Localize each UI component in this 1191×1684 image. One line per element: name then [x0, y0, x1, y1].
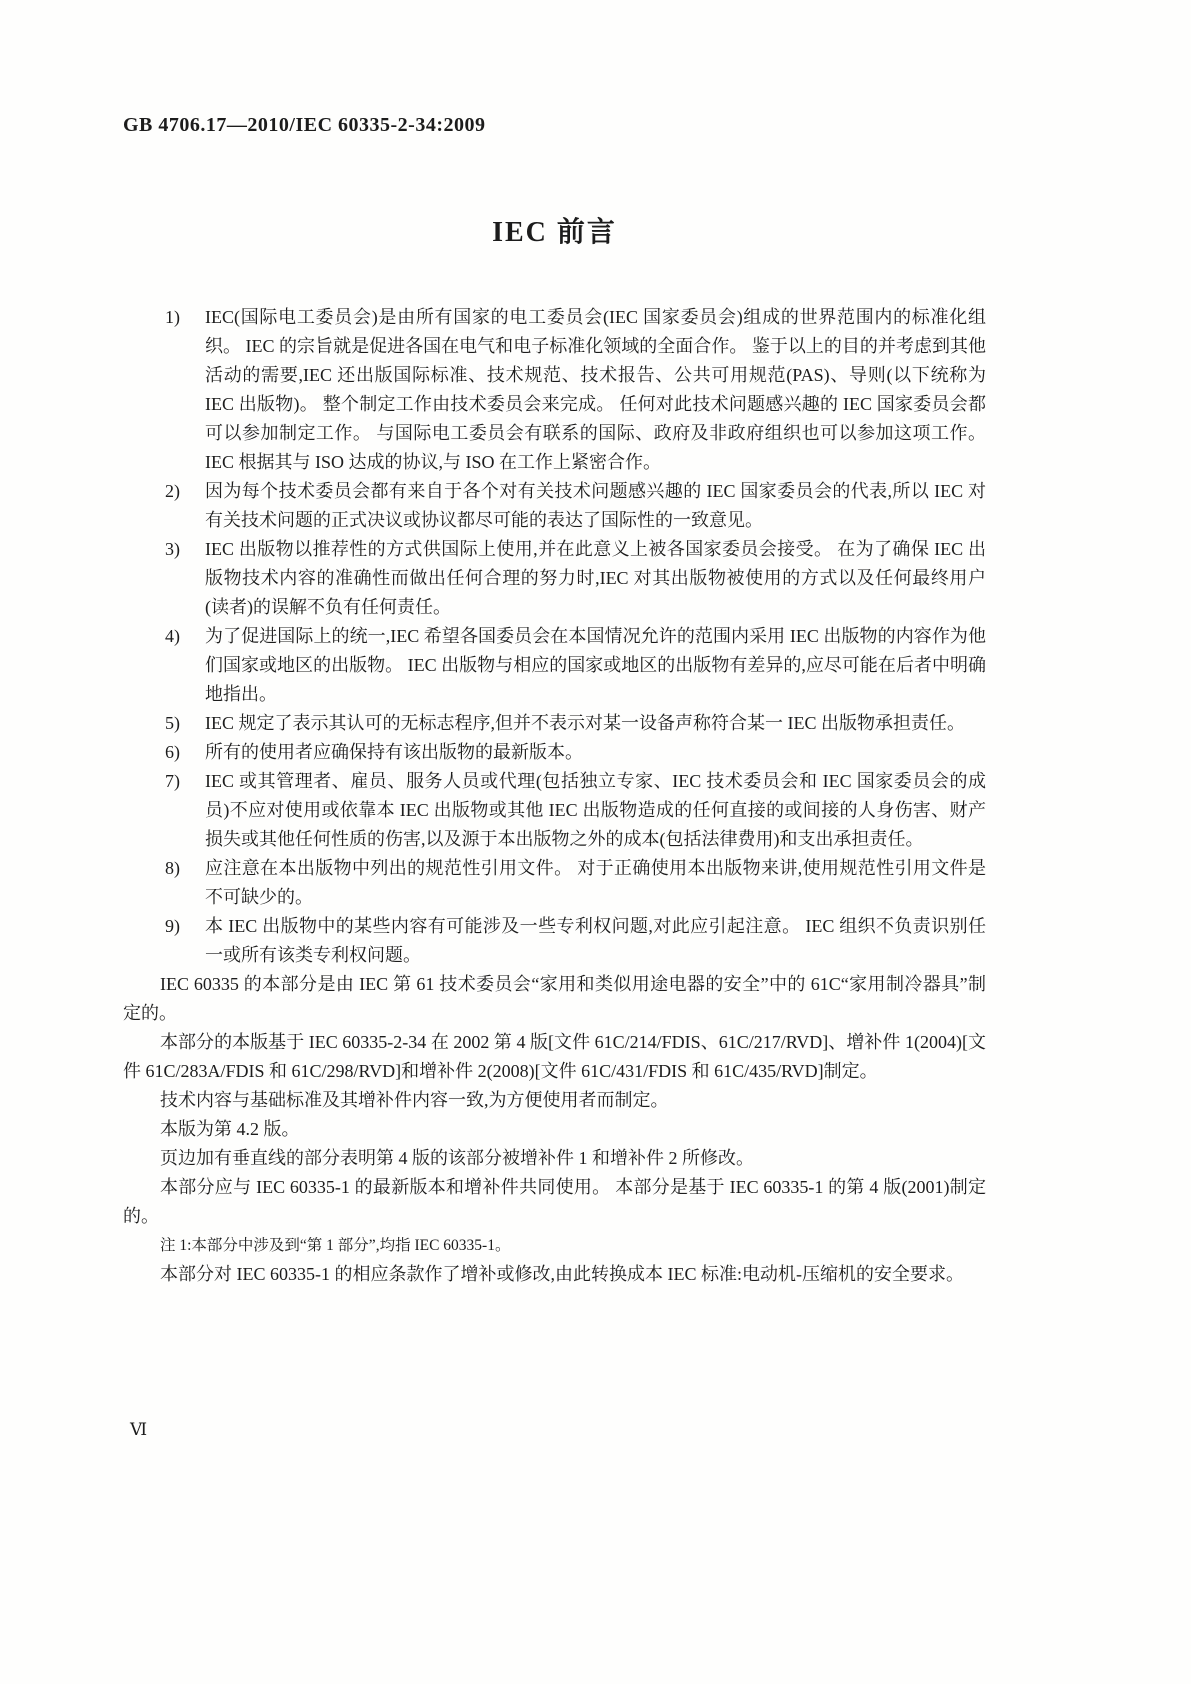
- foreword-paragraph: 本部分的本版基于 IEC 60335-2-34 在 2002 第 4 版[文件 61C/214/FDIS、61C/217/RVD]、增补件 1(2004)[文件 61C/283A/FDIS 和 61C/298/RVD]和增补件 2(2008)[文件 61C/431/FDIS 和 61C/435/RVD]制定。: [123, 1032, 986, 1081]
- item-text: IEC 或其管理者、雇员、服务人员或代理(包括独立专家、IEC 技术委员会和 IEC 国家委员会的成员)不应对使用或依靠本 IEC 出版物或其他 IEC 出版物造成的任何直接的或间接的人身伤害、财产损失或其他任何性质的伤害,以及源于本出版物之外的成本(包括法律费用)和支出承担责任。: [205, 771, 986, 849]
- foreword-item: [123, 303, 986, 477]
- item-text: IEC 出版物以推荐性的方式供国际上使用,并在此意义上被各国家委员会接受。 在为了确保 IEC 出版物技术内容的准确性而做出任何合理的努力时,IEC 对其出版物被使用的方式以及任何最终用户(读者)的误解不负有任何责任。: [205, 539, 986, 617]
- page-title: IEC 前言: [492, 217, 617, 248]
- item-text: IEC(国际电工委员会)是由所有国家的电工委员会(IEC 国家委员会)组成的世界范围内的标准化组织。 IEC 的宗旨就是促进各国在电气和电子标准化领域的全面合作。 鉴于以上的目的并考虑到其他活动的需要,IEC 还出版国际标准、技术规范、技术报告、公共可用规范(PAS)、导则(以下统称为 IEC 出版物)。 整个制定工作由技术委员会来完成。 任何对此技术问题感兴趣的 IEC 国家委员会都可以参加制定工作。 与国际电工委员会有联系的国际、政府及非政府组织也可以参加这项工作。 IEC 根据其与 ISO 达成的协议,与 ISO 在工作上紧密合作。: [205, 307, 986, 472]
- foreword-item: [123, 912, 986, 970]
- foreword-paragraph: IEC 60335 的本部分是由 IEC 第 61 技术委员会“家用和类似用途电器的安全”中的 61C“家用制冷器具”制定的。: [123, 974, 986, 1023]
- item-number: 9): [165, 916, 180, 936]
- foreword-item: [123, 535, 986, 622]
- foreword-paragraph: 本版为第 4.2 版。: [160, 1119, 300, 1139]
- item-text: 为了促进国际上的统一,IEC 希望各国委员会在本国情况允许的范围内采用 IEC 出版物的内容作为他们国家或地区的出版物。 IEC 出版物与相应的国家或地区的出版物有差异的,应尽可能在后者中明确地指出。: [205, 626, 986, 704]
- item-text: 所有的使用者应确保持有该出版物的最新版本。: [205, 742, 583, 762]
- item-text: 因为每个技术委员会都有来自于各个对有关技术问题感兴趣的 IEC 国家委员会的代表,所以 IEC 对有关技术问题的正式决议或协议都尽可能的表达了国际性的一致意见。: [205, 481, 986, 530]
- item-number: 2): [165, 481, 180, 501]
- foreword-item: [123, 709, 986, 738]
- item-number: 5): [165, 713, 180, 733]
- item-text: IEC 规定了表示其认可的无标志程序,但并不表示对某一设备声称符合某一 IEC 出版物承担责任。: [205, 713, 965, 733]
- doc-number: GB 4706.17—2010/IEC 60335-2-34:2009: [123, 114, 486, 136]
- foreword-item: [123, 738, 986, 767]
- item-text: 本 IEC 出版物中的某些内容有可能涉及一些专利权问题,对此应引起注意。 IEC 组织不负责识别任一或所有该类专利权问题。: [205, 916, 986, 965]
- item-text: 应注意在本出版物中列出的规范性引用文件。 对于正确使用本出版物来讲,使用规范性引用文件是不可缺少的。: [205, 858, 986, 907]
- foreword-paragraph: 本部分应与 IEC 60335-1 的最新版本和增补件共同使用。 本部分是基于 IEC 60335-1 的第 4 版(2001)制定的。: [123, 1177, 986, 1226]
- foreword-item: [123, 622, 986, 709]
- item-number: 7): [165, 771, 180, 791]
- foreword-item: [123, 854, 986, 912]
- item-number: 8): [165, 858, 180, 878]
- foreword-item: [123, 477, 986, 535]
- foreword-body: [123, 303, 986, 1289]
- item-number: 6): [165, 742, 180, 762]
- foreword-paragraph: 页边加有垂直线的部分表明第 4 版的该部分被增补件 1 和增补件 2 所修改。: [160, 1148, 754, 1168]
- item-number: 3): [165, 539, 180, 559]
- item-number: 4): [165, 626, 180, 646]
- note-paragraph: 注 1:本部分中涉及到“第 1 部分”,均指 IEC 60335-1。: [160, 1237, 511, 1254]
- foreword-item: [123, 767, 986, 854]
- foreword-paragraph: 本部分对 IEC 60335-1 的相应条款作了增补或修改,由此转换成本 IEC 标准:电动机-压缩机的安全要求。: [160, 1264, 964, 1284]
- foreword-paragraph: 技术内容与基础标准及其增补件内容一致,为方便使用者而制定。: [160, 1090, 669, 1110]
- page-number: Ⅵ: [130, 1420, 148, 1439]
- item-number: 1): [165, 307, 180, 327]
